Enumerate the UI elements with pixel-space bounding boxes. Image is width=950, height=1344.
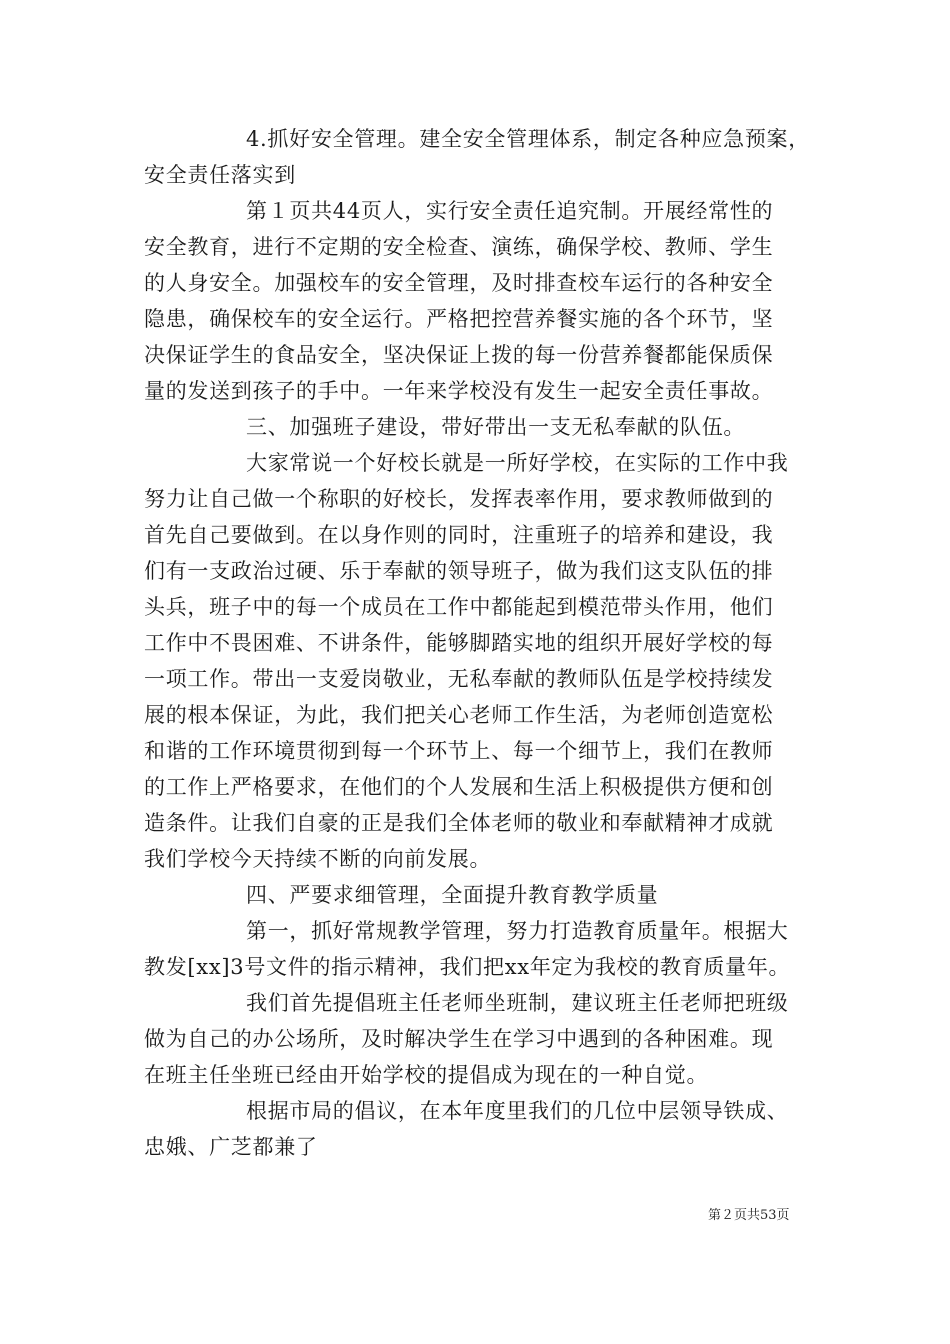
text-line-8: 量的发送到孩子的手中。一年来学校没有发生一起安全责任事故。 bbox=[144, 379, 774, 403]
text-line-16: 一项工作。带出一支爱岗敬业，无私奉献的教师队伍是学校持续发 bbox=[144, 667, 774, 691]
text-line-17: 展的根本保证，为此，我们把关心老师工作生活，为老师创造宽松 bbox=[144, 703, 774, 727]
section-heading-4: 四、严要求细管理，全面提升教育教学质量 bbox=[246, 883, 659, 907]
text-line-3: 第１页共44页人，实行安全责任追究制。开展经常性的 bbox=[246, 199, 774, 223]
text-line-26: 做为自己的办公场所，及时解决学生在学习中遇到的各种困难。现 bbox=[144, 1027, 774, 1051]
text-line-13: 们有一支政治过硬、乐于奉献的领导班子，做为我们这支队伍的排 bbox=[144, 559, 774, 583]
text-line-14: 头兵，班子中的每一个成员在工作中都能起到模范带头作用，他们 bbox=[144, 595, 774, 619]
text-line-24: 教发[xx]3号文件的指示精神，我们把xx年定为我校的教育质量年。 bbox=[144, 955, 791, 979]
text-line-18: 和谐的工作环境贯彻到每一个环节上、每一个细节上，我们在教师 bbox=[144, 739, 774, 763]
text-line-11: 努力让自己做一个称职的好校长，发挥表率作用，要求教师做到的 bbox=[144, 487, 774, 511]
text-line-28: 根据市局的倡议，在本年度里我们的几位中层领导铁成、 bbox=[246, 1099, 789, 1123]
page-number-footer: 第２页共53页 bbox=[708, 1208, 790, 1223]
text-line-21: 我们学校今天持续不断的向前发展。 bbox=[144, 847, 492, 871]
text-line-15: 工作中不畏困难、不讲条件，能够脚踏实地的组织开展好学校的每 bbox=[144, 631, 774, 655]
text-line-29: 忠娥、广芝都兼了 bbox=[144, 1135, 318, 1159]
text-line-27: 在班主任坐班已经由开始学校的提倡成为现在的一种自觉。 bbox=[144, 1063, 709, 1087]
text-line-1: 4.抓好安全管理。建全安全管理体系，制定各种应急预案， bbox=[246, 127, 810, 151]
text-line-2: 安全责任落实到 bbox=[144, 163, 296, 187]
text-line-4: 安全教育，进行不定期的安全检查、演练，确保学校、教师、学生 bbox=[144, 235, 774, 259]
text-line-23: 第一，抓好常规教学管理，努力打造教育质量年。根据大 bbox=[246, 919, 789, 943]
text-line-6: 隐患，确保校车的安全运行。严格把控营养餐实施的各个环节，坚 bbox=[144, 307, 774, 331]
text-line-5: 的人身安全。加强校车的安全管理，及时排查校车运行的各种安全 bbox=[144, 271, 774, 295]
text-line-12: 首先自己要做到。在以身作则的同时，注重班子的培养和建设，我 bbox=[144, 523, 774, 547]
text-line-7: 决保证学生的食品安全，坚决保证上拨的每一份营养餐都能保质保 bbox=[144, 343, 774, 367]
text-line-20: 造条件。让我们自豪的正是我们全体老师的敬业和奉献精神才成就 bbox=[144, 811, 774, 835]
text-line-10: 大家常说一个好校长就是一所好学校，在实际的工作中我 bbox=[246, 451, 789, 475]
text-line-19: 的工作上严格要求，在他们的个人发展和生活上积极提供方便和创 bbox=[144, 775, 774, 799]
section-heading-3: 三、加强班子建设，带好带出一支无私奉献的队伍。 bbox=[246, 415, 746, 439]
text-line-25: 我们首先提倡班主任老师坐班制，建议班主任老师把班级 bbox=[246, 991, 789, 1015]
